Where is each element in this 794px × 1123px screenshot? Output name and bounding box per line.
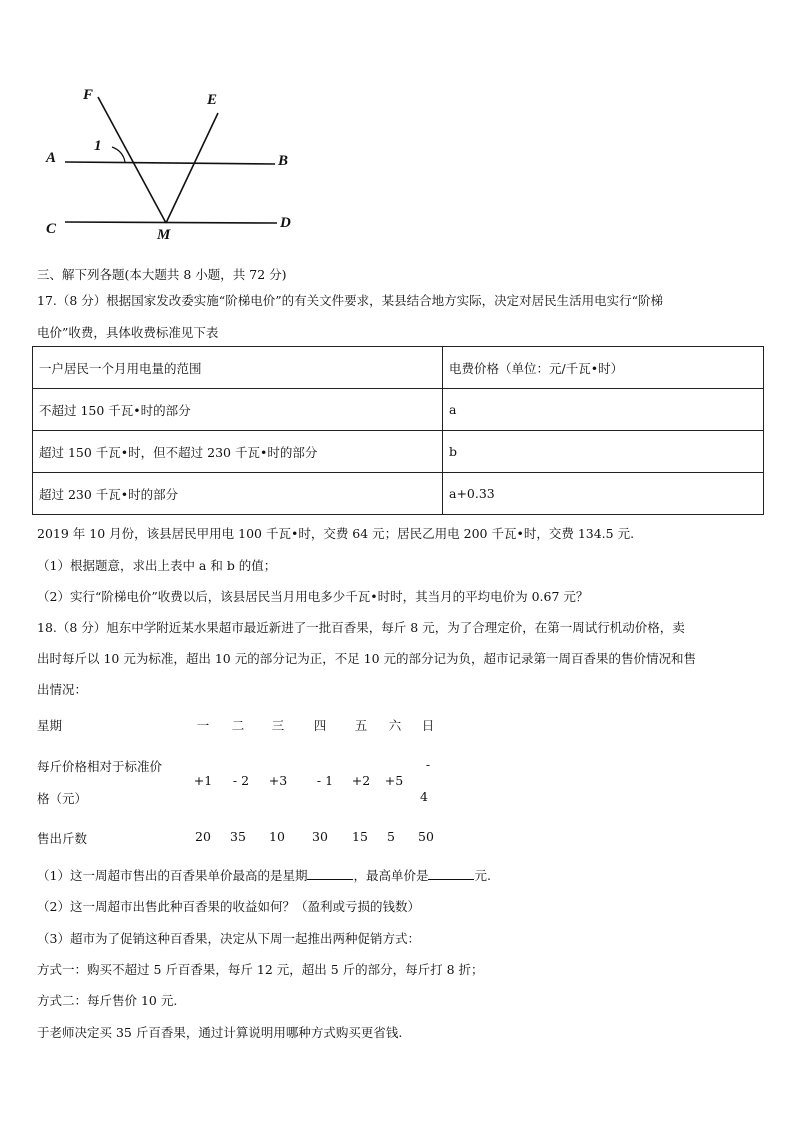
q17-line1: 17.（8 分）根据国家发改委实施“阶梯电价”的有关文件要求，某县结合地方实际，决定对居民生活用电实行“阶梯: [37, 293, 663, 308]
table-cell: a: [443, 389, 764, 431]
price-cell: +3: [268, 773, 288, 788]
q18-way2: 方式二：每斤售价 10 元.: [37, 993, 178, 1008]
q18-final: 于老师决定买 35 斤百香果，通过计算说明用哪种方式购买更省钱.: [37, 1025, 403, 1040]
day-cell: 二: [231, 718, 245, 733]
q17-line2: 电价”收费，具体收费标准见下表: [37, 325, 219, 340]
q18-line3: 出情况：: [37, 682, 88, 697]
table-cell: 不超过 150 千瓦•时的部分: [33, 389, 443, 431]
q18-sub2: （2）这一周超市出售此种百香果的收益如何？（盈利或亏损的钱数）: [37, 899, 420, 914]
sold-cell: 30: [312, 829, 328, 844]
label-b: B: [278, 153, 289, 169]
day-cell: 五: [354, 718, 368, 733]
label-a: A: [46, 150, 57, 166]
table-row: [33, 347, 764, 389]
price-cell: +5: [384, 773, 404, 788]
price-cell: +1: [193, 773, 213, 788]
label-m: M: [157, 227, 171, 243]
day-cell: 日: [421, 718, 435, 733]
label-f: F: [83, 87, 94, 103]
price-cell-sunday-sign: -: [425, 757, 431, 772]
table-cell: b: [443, 431, 764, 473]
table-row: [33, 431, 764, 473]
price-cell: - 1: [316, 773, 334, 788]
day-cell: 三: [271, 718, 285, 733]
sold-cell: 20: [195, 829, 211, 844]
label-c: C: [46, 221, 57, 237]
day-cell: 四: [313, 718, 327, 733]
price-cell: - 2: [232, 773, 250, 788]
table-row: [33, 389, 764, 431]
sold-cell: 10: [269, 829, 285, 844]
sold-cell: 35: [230, 829, 246, 844]
q18-sub1: [37, 866, 491, 884]
label-angle-1: 1: [94, 138, 102, 154]
row-label-weekday: 星期: [37, 718, 63, 733]
row-label-sold: 售出斤数: [37, 831, 88, 846]
table-cell: a+0.33: [443, 473, 764, 515]
electricity-fee-table: [32, 346, 764, 515]
q18-line1: 18.（8 分）旭东中学附近某水果超市最近新进了一批百香果，每斤 8 元，为了合理定价，在第一周试行机动价格，卖: [37, 620, 685, 635]
price-cell-sunday-value: 4: [420, 789, 428, 804]
sold-cell: 50: [418, 829, 434, 844]
q17-info: 2019 年 10 月份，该县居民甲用电 100 千瓦•时，交费 64 元；居民乙用电 200 千瓦•时，交费 134.5 元.: [37, 526, 635, 541]
table-header-cell: 一户居民一个月用电量的范围: [33, 347, 443, 389]
row-label-price-b: 格（元）: [37, 791, 88, 806]
table-cell: 超过 230 千瓦•时的部分: [33, 473, 443, 515]
table-row: [33, 473, 764, 515]
q17-sub2: （2）实行“阶梯电价”收费以后，该县居民当月用电多少千瓦•时时，其当月的平均电价为 0.67 元？: [37, 589, 589, 604]
day-cell: 六: [388, 718, 402, 733]
q18-line2: 出时每斤以 10 元为标准，超出 10 元的部分记为正，不足 10 元的部分记为负，超市记录第一周百香果的售价情况和售: [37, 651, 697, 666]
price-cell: +2: [351, 773, 371, 788]
q18-sub3: （3）超市为了促销这种百香果，决定从下周一起推出两种促销方式：: [37, 931, 420, 946]
sold-cell: 15: [352, 829, 368, 844]
answer-blank-weekday[interactable]: [307, 867, 353, 880]
line-em: [166, 113, 218, 223]
q18-sub1-text-a: （1）这一周超市售出的百香果单价最高的是星期: [37, 868, 308, 883]
sold-cell: 5: [387, 829, 395, 844]
day-cell: 一: [196, 718, 210, 733]
label-e: E: [207, 92, 218, 108]
line-cd: [65, 222, 277, 223]
table-cell: 超过 150 千瓦•时，但不超过 230 千瓦•时的部分: [33, 431, 443, 473]
line-fm: [98, 97, 166, 223]
label-d: D: [280, 215, 291, 231]
q18-sub1-text-b: ，最高单价是: [353, 868, 429, 883]
q17-sub1: （1）根据题意，求出上表中 a 和 b 的值；: [37, 558, 277, 573]
section-title: 三、解下列各题(本大题共 8 小题，共 72 分): [37, 267, 287, 282]
line-ab: [65, 162, 275, 164]
q18-sub1-text-c: 元.: [474, 868, 491, 883]
row-label-price-a: 每斤价格相对于标准价: [37, 759, 163, 774]
angle-arc: [112, 147, 125, 162]
geometry-figure: [30, 80, 310, 255]
table-header-cell: 电费价格（单位：元/千瓦•时）: [443, 347, 764, 389]
answer-blank-price[interactable]: [428, 867, 474, 880]
q18-way1: 方式一：购买不超过 5 斤百香果，每斤 12 元，超出 5 斤的部分，每斤打 8 折；: [37, 962, 484, 977]
